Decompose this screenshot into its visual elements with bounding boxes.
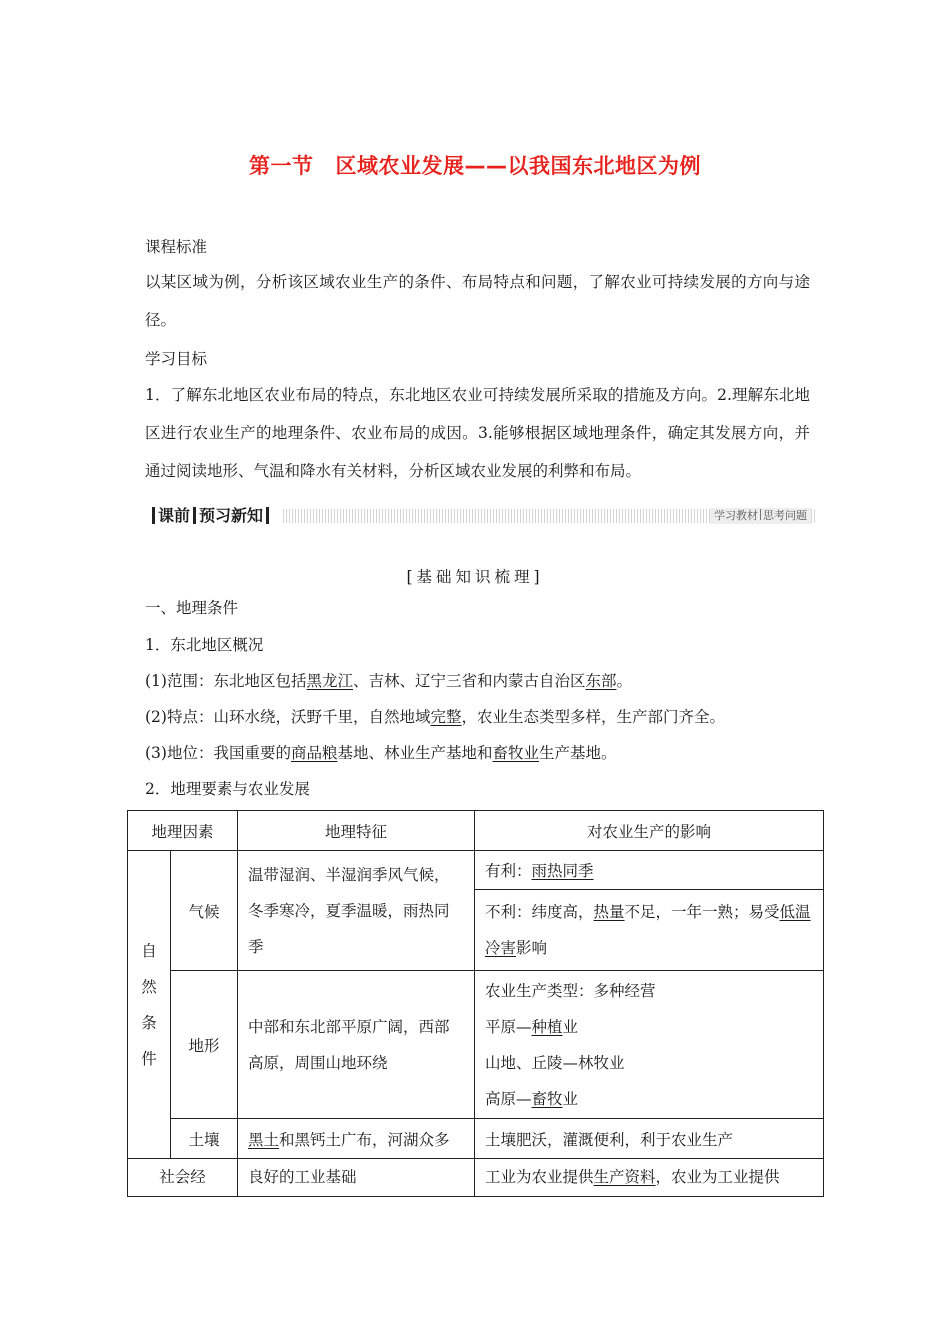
factors-table	[127, 810, 824, 1197]
item-range: (1)范围：东北地区包括黑龙江、吉林、辽宁三省和内蒙古自治区东部。	[145, 672, 633, 690]
item-features: (2)特点：山环水绕，沃野千里，自然地域完整，农业生态类型多样，生产部门齐全。	[145, 708, 725, 726]
climate-feature: 温带湿润、半湿润季风气候，冬季寒冷，夏季温暖，雨热同季	[238, 851, 475, 971]
table-row	[128, 971, 824, 1119]
header-effect: 对农业生产的影响	[475, 811, 824, 851]
table-header-row	[128, 811, 824, 851]
soil-feature: 黑土和黑钙土广布，河湖众多	[238, 1119, 475, 1159]
curriculum-text: 以某区域为例，分析该区域农业生产的条件、布局特点和问题，了解农业可持续发展的方向与途径。	[145, 273, 810, 329]
curriculum-heading: 课程标准	[145, 238, 208, 256]
section-banner	[145, 505, 815, 527]
table-row	[128, 1119, 824, 1159]
social-label: 社会经	[128, 1159, 238, 1197]
header-factor: 地理因素	[128, 811, 238, 851]
blank-complete: 完整	[430, 708, 462, 726]
blank-herding: 畜牧	[531, 1089, 563, 1108]
table-row	[128, 1159, 824, 1197]
banner-tag-part2: 预习新知	[199, 506, 264, 525]
climate-con: 不利：纬度高，热量不足，一年一熟；易受低温冷害影响	[475, 890, 824, 971]
banner-hint-part1: 学习教材	[714, 509, 758, 522]
banner-hint-part2: 思考问题	[763, 509, 807, 522]
blank-heilongjiang: 黑龙江	[306, 672, 353, 690]
header-feature: 地理特征	[238, 811, 475, 851]
banner-hint	[710, 508, 811, 524]
subheading-overview: 1．东北地区概况	[145, 636, 264, 654]
terrain-label: 地形	[171, 971, 238, 1119]
terrain-feature: 中部和东北部平原广阔，西部高原，周围山地环绕	[238, 971, 475, 1119]
social-feature: 良好的工业基础	[238, 1159, 475, 1197]
section-number: 第一节	[249, 154, 314, 178]
section-title: 区域农业发展——以我国东北地区为例	[335, 154, 701, 178]
blank-rain-heat: 雨热同季	[531, 862, 594, 880]
blank-commodity-grain: 商品粮	[290, 744, 338, 762]
banner-tag-part1: 课前	[158, 506, 191, 525]
objectives-text: 1．了解东北地区农业布局的特点，东北地区农业可持续发展所采取的措施及方向。2.理解东北地区进行农业生产的地理条件、农业布局的成因。3.能够根据区域地理条件，确定其发展方向，并通过阅读地形、气温和降水有关材料，分析区域农业发展的利弊和布局。	[145, 386, 810, 480]
social-effect: 工业为农业提供生产资料，农业为工业提供	[475, 1159, 824, 1197]
blank-production-means: 生产资料	[593, 1168, 656, 1186]
blank-cold-damage: 低温冷害	[485, 903, 811, 957]
terrain-effect: 农业生产类型：多种经营 平原—种植业 山地、丘陵—林牧业 高原—畜牧业	[475, 971, 824, 1119]
climate-label: 气候	[171, 851, 238, 971]
blank-black-soil: 黑土	[248, 1130, 280, 1149]
blank-planting: 种植	[531, 1017, 563, 1036]
table-row	[128, 851, 824, 890]
blank-east: 东部	[585, 672, 617, 690]
blank-animal-husbandry: 畜牧业	[492, 744, 540, 762]
section-label: [基础知识梳理]	[406, 568, 544, 586]
part-heading: 一、地理条件	[145, 599, 239, 617]
page-title	[0, 150, 950, 180]
climate-pro: 有利：雨热同季	[475, 851, 824, 890]
banner-tag	[145, 505, 276, 527]
subheading-factors: 2．地理要素与农业发展	[145, 780, 310, 798]
soil-effect: 土壤肥沃，灌溉便利，利于农业生产	[475, 1119, 824, 1159]
objectives-heading: 学习目标	[145, 350, 208, 368]
blank-heat: 热量	[593, 903, 625, 921]
soil-label: 土壤	[171, 1119, 238, 1159]
natural-conditions-cell: 自 然 条 件	[128, 851, 171, 1159]
item-status: (3)地位：我国重要的商品粮基地、林业生产基地和畜牧业生产基地。	[145, 744, 617, 762]
